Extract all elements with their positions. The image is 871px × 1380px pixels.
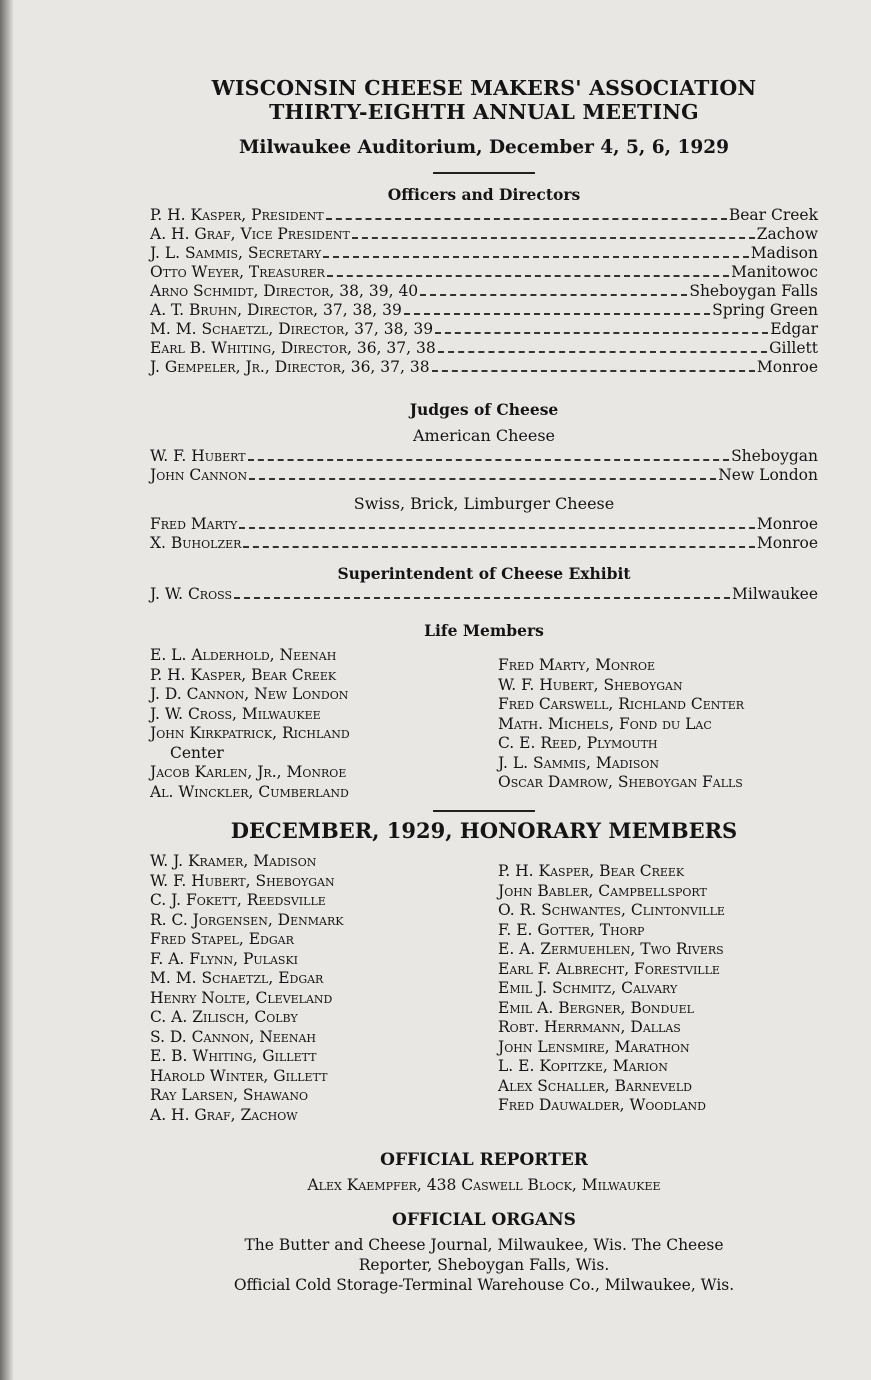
divider-rule [433,172,535,174]
officer-row [150,263,818,282]
leader-dots [327,274,729,277]
officer-name: A. H. Graf, Vice President [150,225,350,243]
life-members-right [484,646,818,802]
officer-row [150,339,818,358]
list-item: M. M. Schaetzl, Edgar [150,969,324,987]
officer-name: M. M. Schaetzl, Director, 37, 38, 39 [150,320,434,338]
list-item: John Kirkpatrick, Richland [150,724,350,742]
list-item: Henry Nolte, Cleveland [150,988,333,1007]
judge-name: X. Buholzer [150,534,242,552]
list-item: S. D. Cannon, Neenah [150,1027,316,1046]
list-item: Fred Stapel, Edgar [150,930,294,948]
officer-place: Edgar [770,320,818,338]
list-item: O. R. Schwantes, Clintonville [498,901,725,919]
judge-place: New London [718,466,818,484]
swiss-cheese-title: Swiss, Brick, Limburger Cheese [353,494,615,513]
officer-row [150,301,818,320]
officer-place: Gillett [769,339,818,357]
list-item: F. A. Flynn, Pulaski [150,949,299,968]
leader-dots [432,369,755,372]
judge-name: W. F. Hubert [150,447,246,465]
judge-row [150,447,818,466]
list-item: F. E. Gotter, Thorp [498,920,645,939]
official-reporter-text: Alex Kaempfer, 438 Caswell Block, Milwaukee [307,1176,661,1194]
page-content [150,76,818,1295]
officer-row [150,206,818,225]
judge-name: John Cannon [150,466,248,484]
list-item: Jacob Karlen, Jr., Monroe [150,763,347,781]
american-cheese-title: American Cheese [412,426,555,445]
judge-row [150,466,818,485]
officer-place: Monroe [756,358,818,376]
officers-heading: Officers and Directors [387,185,581,204]
judge-row [150,515,818,534]
leader-dots [420,293,687,296]
leader-dots [249,477,716,480]
officers-list [150,206,818,377]
list-item: E. B. Whiting, Gillett [150,1047,317,1065]
leader-dots [248,458,729,461]
list-item: W. J. Kramer, Madison [150,852,317,870]
leader-dots [323,255,749,258]
life-members-heading: Life Members [424,621,544,640]
leader-dots [435,331,768,334]
list-item: R. C. Jorgensen, Denmark [150,910,344,929]
page-binding-shadow [0,0,14,1380]
list-item: W. F. Hubert, Sheboygan [498,675,683,694]
list-item: J. L. Sammis, Madison [498,753,659,772]
officer-name: P. H. Kasper, President [150,206,324,224]
leader-dots [243,545,754,548]
list-item: E. L. Alderhold, Neenah [150,646,337,664]
list-item: P. H. Kasper, Bear Creek [498,862,685,880]
list-item: Math. Michels, Fond du Lac [498,714,712,733]
list-item: Alex Schaller, Barneveld [498,1076,693,1095]
leader-dots [326,217,727,220]
list-item: Emil J. Schmitz, Calvary [498,979,678,997]
officer-place: Spring Green [712,301,818,319]
association-title: WISCONSIN CHEESE MAKERS' ASSOCIATION [211,76,757,100]
list-item: L. E. Kopitzke, Marion [498,1057,668,1075]
superintendent-title: Superintendent of Cheese Exhibit [337,564,631,583]
judge-place: Monroe [756,515,818,533]
list-item: C. A. Zilisch, Colby [150,1008,298,1026]
meeting-title: THIRTY-EIGHTH ANNUAL MEETING [269,100,699,124]
list-item: C. E. Reed, Plymouth [498,734,658,752]
list-item: Fred Marty, Monroe [498,656,656,674]
life-members-columns [150,646,818,802]
list-item: John Babler, Campbellsport [498,881,707,900]
list-item: Ray Larsen, Shawano [150,1086,308,1104]
officer-name: A. T. Bruhn, Director, 37, 38, 39 [150,301,402,319]
honorary-heading: DECEMBER, 1929, HONORARY MEMBERS [230,818,738,843]
officer-row [150,225,818,244]
officer-row [150,244,818,263]
list-item: P. H. Kasper, Bear Creek [150,665,337,684]
officer-place: Manitowoc [731,263,818,281]
leader-dots [438,350,767,353]
list-item-continuation: Center [170,743,224,762]
list-item: W. F. Hubert, Sheboygan [150,871,335,890]
judges-heading: Judges of Cheese [409,400,559,419]
list-item: Fred Carswell, Richland Center [498,695,745,713]
superintendent-place: Milwaukee [731,585,818,603]
honorary-left [150,852,484,1125]
officer-name: J. L. Sammis, Secretary [150,244,322,262]
official-organs-heading: OFFICIAL ORGANS [392,1210,576,1230]
list-item: A. H. Graf, Zachow [150,1105,298,1124]
judge-place: Monroe [756,534,818,552]
officer-row [150,282,818,301]
leader-dots [352,236,755,239]
official-organs-line3: Official Cold Storage-Terminal Warehouse Co., Milwaukee, Wis. [233,1276,735,1294]
superintendent-row [150,585,818,604]
officer-place: Madison [750,244,818,262]
list-item: Fred Dauwalder, Woodland [498,1096,706,1114]
list-item: J. W. Cross, Milwaukee [150,704,321,723]
list-item: Oscar Damrow, Sheboygan Falls [498,773,743,791]
leader-dots [234,596,730,599]
list-item: Emil A. Bergner, Bonduel [498,998,694,1017]
official-reporter-heading: OFFICIAL REPORTER [380,1150,588,1170]
honorary-columns [150,852,818,1125]
list-item: John Lensmire, Marathon [498,1037,690,1056]
officer-name: Earl B. Whiting, Director, 36, 37, 38 [150,339,436,357]
meeting-location-date: Milwaukee Auditorium, December 4, 5, 6, 1929 [238,137,730,158]
officer-row [150,358,818,377]
officer-place: Sheboygan Falls [689,282,818,300]
list-item: E. A. Zermuehlen, Two Rivers [498,940,724,958]
honorary-right [484,852,818,1125]
officer-name: Arno Schmidt, Director, 38, 39, 40 [150,282,419,300]
list-item: Al. Winckler, Cumberland [150,782,349,801]
judge-place: Sheboygan [731,447,818,465]
officer-name: Otto Weyer, Treasurer [150,263,325,281]
divider-rule [433,810,535,812]
superintendent-name: J. W. Cross [150,585,232,603]
list-item: Harold Winter, Gillett [150,1066,328,1085]
list-item: C. J. Fokett, Reedsville [150,891,326,909]
list-item: J. D. Cannon, New London [150,685,349,703]
list-item: Robt. Herrmann, Dallas [498,1018,681,1036]
judge-row [150,534,818,553]
leader-dots [239,526,755,529]
officer-place: Zachow [756,225,818,243]
life-members-left [150,646,484,802]
officer-place: Bear Creek [728,206,818,224]
official-organs-line2: Reporter, Sheboygan Falls, Wis. [358,1256,610,1274]
leader-dots [404,312,710,315]
officer-row [150,320,818,339]
officer-name: J. Gempeler, Jr., Director, 36, 37, 38 [150,358,430,376]
judge-name: Fred Marty [150,515,238,533]
list-item: Earl F. Albrecht, Forestville [498,959,720,978]
official-organs-line1: The Butter and Cheese Journal, Milwaukee, Wis. The Cheese [244,1236,724,1254]
